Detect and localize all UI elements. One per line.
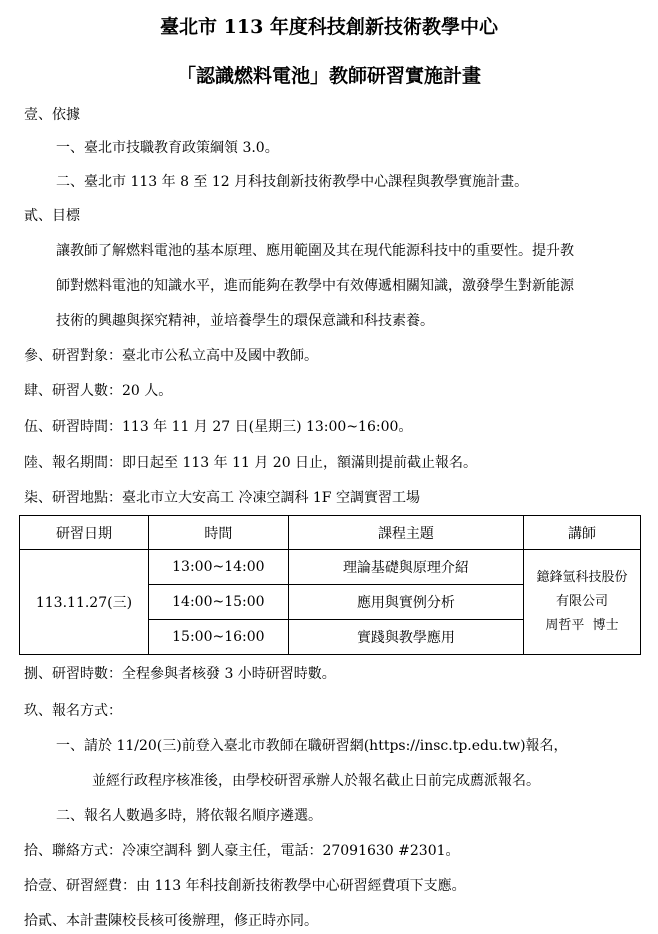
session-time: 13:00~14:00 (148, 550, 288, 585)
document-subtitle: 「認識燃料電池」教師研習實施計畫 (176, 65, 481, 87)
document-title: 臺北市 113 年度科技創新技術教學中心 (160, 16, 498, 38)
basis-item-1: 一、臺北市技職教育政策綱領 3.0。 (56, 140, 279, 156)
goal-paragraph-line-2: 師對燃料電池的知識水平，進而能夠在教學中有效傳遞相關知識，激發學生對新能源 (56, 278, 574, 294)
section-location: 柒、研習地點：臺北市立大安高工 冷凍空調科 1F 空調實習工場 (24, 490, 420, 506)
instructor-company-line-2: 有限公司 (556, 594, 609, 609)
registration-method-item-1: 一、請於 11/20(三)前登入臺北市教師在職研習網(https://insc.tp.edu.tw)報名， (56, 738, 568, 754)
schedule-header-row (20, 516, 641, 550)
registration-method-item-2: 二、報名人數過多時，將依報名順序遴選。 (56, 808, 322, 824)
section-contact: 拾、聯絡方式：冷凍空調科 劉人豪主任，電話：27091630 #2301。 (24, 843, 460, 859)
table-row (20, 550, 641, 585)
header-instructor: 講師 (524, 516, 641, 550)
header-topic: 課程主題 (288, 516, 523, 550)
session-date: 113.11.27(三) (20, 550, 149, 655)
section-goal-heading: 貳、目標 (24, 208, 80, 224)
section-target: 參、研習對象：臺北市公私立高中及國中教師。 (24, 348, 318, 364)
goal-paragraph-line-3: 技術的興趣與探究精神，並培養學生的環保意識和科技素養。 (56, 313, 434, 329)
section-hours: 捌、研習時數：全程參與者核發 3 小時研習時數。 (24, 666, 336, 682)
instructor-name: 周哲平 博士 (545, 618, 619, 633)
session-time: 14:00~15:00 (148, 585, 288, 620)
schedule-table (19, 515, 641, 655)
section-count: 肆、研習人數：20 人。 (24, 383, 173, 399)
section-approval: 拾貳、本計畫陳校長核可後辦理，修正時亦同。 (24, 913, 318, 929)
instructor-company-line-1: 鐿鋒氫科技股份 (536, 570, 628, 585)
section-basis-heading: 壹、依據 (24, 107, 80, 123)
header-date: 研習日期 (20, 516, 149, 550)
section-time: 伍、研習時間：113 年 11 月 27 日(星期三) 13:00~16:00。 (24, 419, 413, 435)
session-topic: 實踐與教學應用 (288, 620, 523, 655)
header-time: 時間 (148, 516, 288, 550)
section-registration-period: 陸、報名期間：即日起至 113 年 11 月 20 日止，額滿則提前截止報名。 (24, 455, 478, 471)
session-topic: 理論基礎與原理介紹 (288, 550, 523, 585)
session-topic: 應用與實例分析 (288, 585, 523, 620)
instructor-cell (524, 550, 641, 655)
registration-method-item-1-continued: 並經行政程序核准後，由學校研習承辦人於報名截止日前完成薦派報名。 (92, 773, 540, 789)
basis-item-2: 二、臺北市 113 年 8 至 12 月科技創新技術教學中心課程與教學實施計畫。 (56, 174, 529, 190)
session-time: 15:00~16:00 (148, 620, 288, 655)
goal-paragraph-line-1: 讓教師了解燃料電池的基本原理、應用範圍及其在現代能源科技中的重要性。提升教 (56, 243, 574, 259)
section-funding: 拾壹、研習經費：由 113 年科技創新技術教學中心研習經費項下支應。 (24, 878, 466, 894)
section-registration-method-heading: 玖、報名方式： (24, 703, 122, 719)
